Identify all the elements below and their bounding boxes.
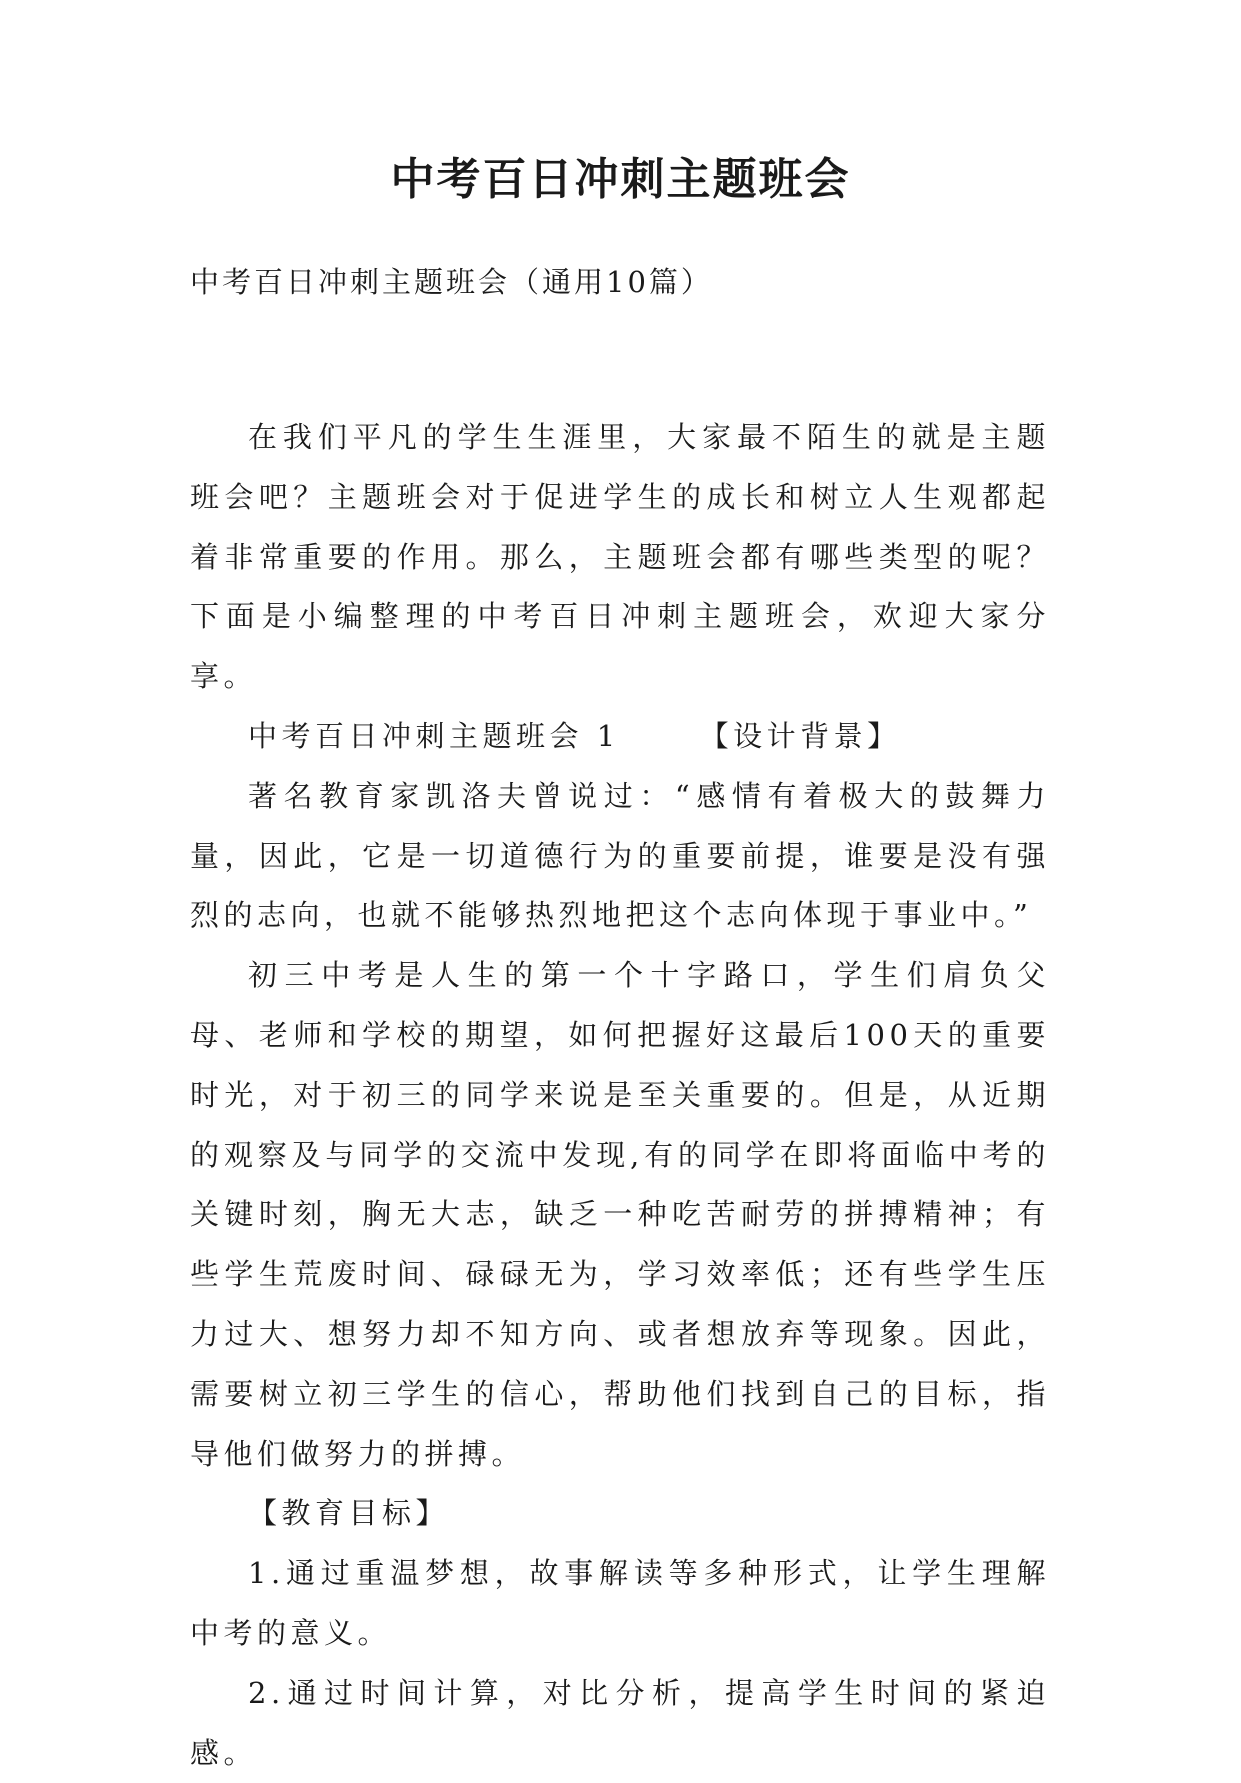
goal-item-1: 1.通过重温梦想，故事解读等多种形式，让学生理解中考的意义。 bbox=[190, 1556, 1050, 1650]
quote-paragraph: 著名教育家凯洛夫曾说过：“感情有着极大的鼓舞力量，因此，它是一切道德行为的重要前提，谁要是没有强烈的志向，也就不能够热烈地把这个志向体现于事业中。” bbox=[190, 778, 1050, 933]
document-subtitle: 中考百日冲刺主题班会（通用10篇） bbox=[190, 265, 713, 299]
background-paragraph: 初三中考是人生的第一个十字路口，学生们肩负父母、老师和学校的期望，如何把握好这最后100天的重要时光，对于初三的同学来说是至关重要的。但是，从近期的观察及与同学的交流中发现,有的同学在即将面临中考的关键时刻，胸无大志，缺乏一种吃苦耐劳的拼搏精神；有些学生荒废时间、碌碌无为，学习效率低；还有些学生压力过大、想努力却不知方向、或者想放弃等现象。因此，需要树立初三学生的信心，帮助他们找到自己的目标，指导他们做努力的拼搏。 bbox=[190, 958, 1050, 1471]
document-title: 中考百日冲刺主题班会 bbox=[390, 154, 851, 205]
section-heading: 中考百日冲刺主题班会 1 bbox=[248, 718, 620, 753]
design-background-label: 【设计背景】 bbox=[699, 718, 901, 753]
section-heading-row bbox=[190, 707, 1050, 767]
intro-paragraph: 在我们平凡的学生生涯里，大家最不陌生的就是主题班会吧？主题班会对于促进学生的成长和树立人生观都起着非常重要的作用。那么，主题班会都有哪些类型的呢？下面是小编整理的中考百日冲刺主题班会，欢迎大家分享。 bbox=[190, 420, 1050, 694]
goal-item-2: 2.通过时间计算，对比分析，提高学生时间的紧迫感。 bbox=[190, 1675, 1050, 1770]
document-body bbox=[190, 408, 1050, 1783]
goals-heading: 【教育目标】 bbox=[248, 1496, 450, 1531]
